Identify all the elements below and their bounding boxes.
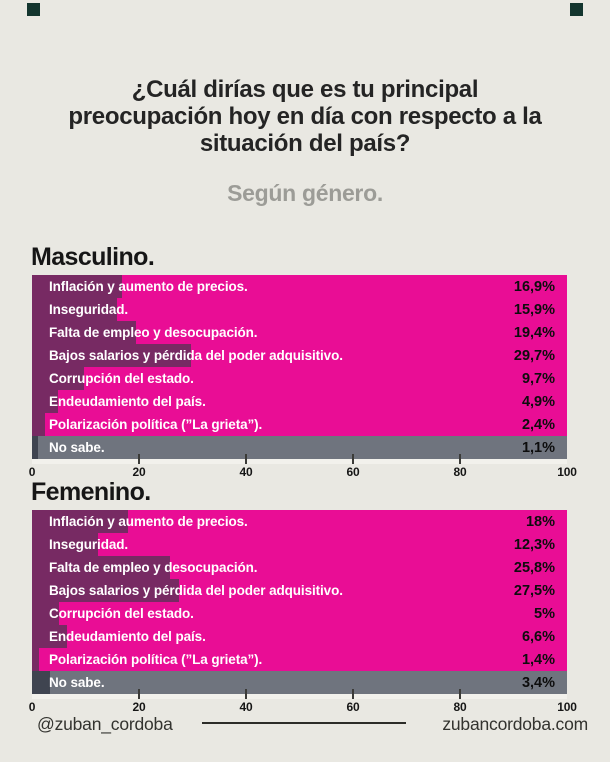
axis-tick <box>352 689 354 699</box>
bar-value: 15,9% <box>513 301 555 318</box>
bar-label: Falta de empleo y desocupación. <box>49 325 258 340</box>
axis-tick <box>245 454 247 464</box>
bar-row <box>32 533 567 556</box>
footer-divider-line <box>202 722 406 724</box>
bar-label: Corrupción del estado. <box>49 606 194 621</box>
bar-label: Polarización política (”La grieta”). <box>49 652 263 667</box>
page-title-line-3: situación del país? <box>199 130 411 157</box>
axis-tick-label: 60 <box>346 700 360 714</box>
x-axis-strip <box>32 694 567 699</box>
axis-tick-label: 80 <box>453 700 467 714</box>
axis-tick <box>138 689 140 699</box>
bar-value: 12,3% <box>513 536 555 553</box>
bar-label: Inflación y aumento de precios. <box>49 514 248 529</box>
bar-row <box>32 390 567 413</box>
axis-tick-label: 100 <box>557 465 577 479</box>
bar-row <box>32 671 567 694</box>
bar-chart-masculino <box>32 275 567 459</box>
bar-row <box>32 321 567 344</box>
bar-value: 6,6% <box>521 628 555 645</box>
bar-label: Polarización política (”La grieta”). <box>49 417 263 432</box>
bar-value: 5% <box>534 605 555 622</box>
page-subtitle: Según género. <box>227 180 383 206</box>
bar-value: 4,9% <box>521 393 555 410</box>
section-heading-masculino: Masculino. <box>31 243 155 271</box>
page-title-line-2: preocupación hoy en día con respecto a la <box>68 103 542 130</box>
axis-tick-label: 100 <box>557 700 577 714</box>
bar-value: 2,4% <box>521 416 555 433</box>
bar-row <box>32 275 567 298</box>
x-axis-strip <box>32 459 567 464</box>
bar-row <box>32 298 567 321</box>
axis-tick-label: 60 <box>346 465 360 479</box>
bar-label: Inflación y aumento de precios. <box>49 279 248 294</box>
bar-label: Inseguridad. <box>49 537 129 552</box>
bar-value: 19,4% <box>513 324 555 341</box>
axis-tick <box>352 454 354 464</box>
section-heading-femenino: Femenino. <box>31 478 151 506</box>
bar-row <box>32 579 567 602</box>
bar-label: Bajos salarios y pérdida del poder adquisitivo. <box>49 583 343 598</box>
x-axis-labels <box>28 465 577 479</box>
bar-label: Corrupción del estado. <box>49 371 194 386</box>
bar-value: 25,8% <box>513 559 555 576</box>
bar-label: Endeudamiento del país. <box>49 629 206 644</box>
bar-value: 18% <box>525 513 555 530</box>
axis-tick-label: 80 <box>453 465 467 479</box>
axis-tick <box>245 689 247 699</box>
bar-value: 1,4% <box>521 651 555 668</box>
corner-square-left <box>27 3 40 16</box>
axis-tick-label: 40 <box>239 700 253 714</box>
bar-row <box>32 602 567 625</box>
axis-tick-label: 20 <box>132 465 146 479</box>
bar-label: Inseguridad. <box>49 302 129 317</box>
x-axis-labels <box>28 700 577 714</box>
page-title-line-1: ¿Cuál dirías que es tu principal <box>131 76 479 103</box>
axis-tick-label: 40 <box>239 465 253 479</box>
bar-row <box>32 367 567 390</box>
axis-tick <box>459 454 461 464</box>
bar-label: Endeudamiento del país. <box>49 394 206 409</box>
bar-label: Falta de empleo y desocupación. <box>49 560 258 575</box>
bar-row <box>32 436 567 459</box>
corner-square-right <box>570 3 583 16</box>
bar-label: No sabe. <box>49 675 105 690</box>
bar-row <box>32 648 567 671</box>
bar-value: 1,1% <box>521 439 555 456</box>
bar-chart-femenino <box>32 510 567 694</box>
bar-value: 27,5% <box>513 582 555 599</box>
bar-row <box>32 344 567 367</box>
axis-tick <box>459 689 461 699</box>
axis-tick-label: 0 <box>28 465 36 479</box>
bar-row <box>32 556 567 579</box>
axis-tick-label: 0 <box>28 700 36 714</box>
axis-tick-label: 20 <box>132 700 146 714</box>
bar-value: 29,7% <box>513 347 555 364</box>
bar-label: No sabe. <box>49 440 105 455</box>
axis-tick <box>138 454 140 464</box>
bar-value: 3,4% <box>521 674 555 691</box>
bar-row <box>32 510 567 533</box>
footer-website: zubancordoba.com <box>442 714 588 734</box>
bar-row <box>32 413 567 436</box>
bar-value: 16,9% <box>513 278 555 295</box>
footer-social-handle: @zuban_cordoba <box>37 714 173 734</box>
page-title <box>0 76 610 157</box>
bar-row <box>32 625 567 648</box>
bar-label: Bajos salarios y pérdida del poder adquisitivo. <box>49 348 343 363</box>
bar-value: 9,7% <box>521 370 555 387</box>
